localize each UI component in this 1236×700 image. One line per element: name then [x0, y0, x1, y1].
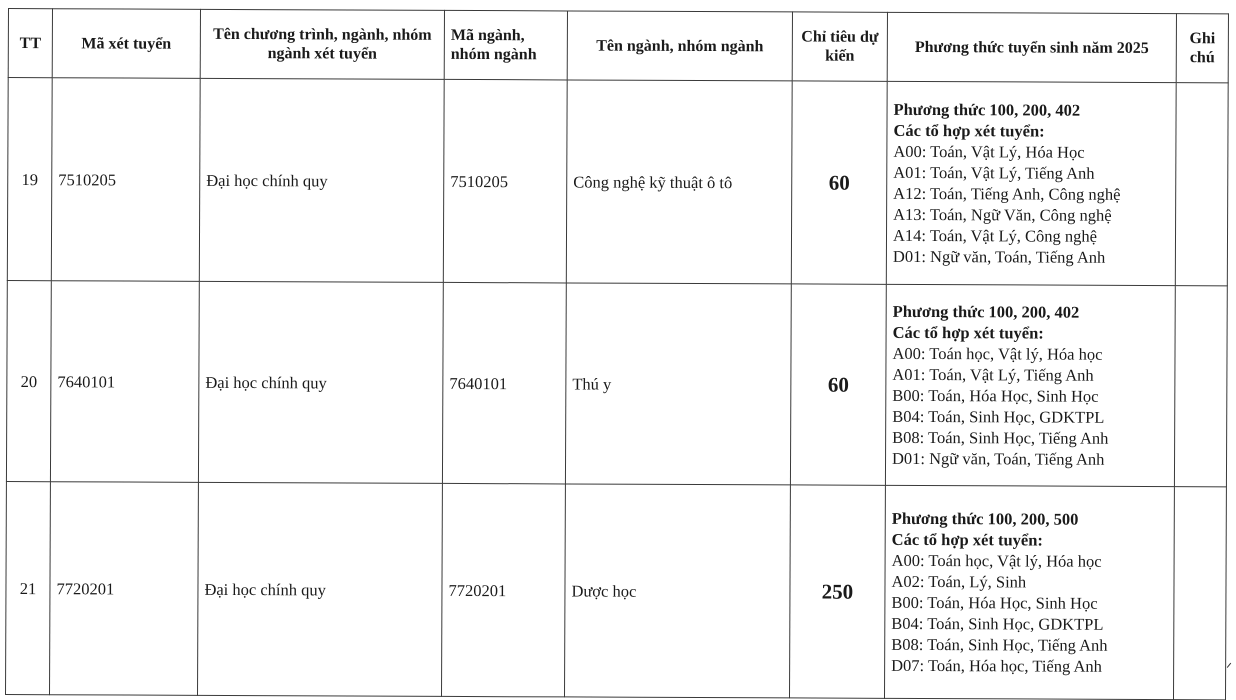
- combo-item: B04: Toán, Sinh Học, GDKTPL: [892, 406, 1105, 427]
- row-tt: 19: [7, 78, 52, 281]
- row-ma-xet-tuyen: 7510205: [51, 78, 200, 282]
- combo-item: A13: Toán, Ngữ Văn, Công nghệ: [893, 204, 1112, 225]
- combo-item: A01: Toán, Vật Lý, Tiếng Anh: [892, 364, 1094, 385]
- row-ten-chuong-trinh: Đại học chính quy: [198, 482, 443, 696]
- combo-item: B08: Toán, Sinh Học, Tiếng Anh: [892, 427, 1109, 448]
- header-chi-tieu: Chỉ tiêu dự kiến: [792, 12, 887, 81]
- header-ghi-chu: Ghi chú: [1176, 14, 1228, 83]
- row-phuong-thuc: [885, 284, 1175, 486]
- combo-item: D01: Ngữ văn, Toán, Tiếng Anh: [892, 246, 1106, 267]
- row-ten-chuong-trinh: Đại học chính quy: [199, 78, 444, 282]
- combo-item: A00: Toán học, Vật lý, Hóa học: [892, 343, 1103, 364]
- row-ghi-chu: [1174, 286, 1227, 487]
- combo-item: D07: Toán, Hóa học, Tiếng Anh: [891, 655, 1102, 676]
- margin-mark: ᐟ: [1226, 661, 1232, 677]
- combo-item: B00: Toán, Hóa Học, Sinh Học: [891, 592, 1098, 613]
- row-ghi-chu: [1175, 83, 1228, 286]
- header-tt: TT: [8, 9, 52, 78]
- admissions-table: [5, 8, 1229, 700]
- table-row: [6, 280, 1227, 486]
- header-ma-xet-tuyen: Mã xét tuyển: [52, 9, 200, 79]
- method-title: Phương thức 100, 200, 500: [891, 508, 1079, 529]
- row-ten-chuong-trinh: Đại học chính quy: [198, 281, 443, 483]
- combo-item: B04: Toán, Sinh Học, GDKTPL: [891, 613, 1104, 634]
- row-ma-nganh: 7510205: [443, 79, 567, 283]
- row-ten-nganh: Dược học: [564, 484, 790, 698]
- row-phuong-thuc: [884, 485, 1174, 699]
- row-chi-tieu: 60: [790, 284, 886, 485]
- document-page: [5, 8, 1229, 700]
- combo-item: B00: Toán, Hóa Học, Sinh Học: [892, 385, 1099, 406]
- method-title: Phương thức 100, 200, 402: [893, 99, 1081, 120]
- combo-item: A02: Toán, Lý, Sinh: [891, 571, 1027, 592]
- row-ma-xet-tuyen: 7640101: [50, 281, 199, 483]
- row-tt: 21: [6, 481, 51, 694]
- table-row: [6, 481, 1227, 699]
- header-row: [8, 9, 1228, 83]
- header-ten-nganh: Tên ngành, nhóm ngành: [567, 11, 792, 81]
- combo-item: A12: Toán, Tiếng Anh, Công nghệ: [893, 183, 1121, 204]
- combo-item: B08: Toán, Sinh Học, Tiếng Anh: [891, 634, 1108, 655]
- row-tt: 20: [6, 280, 51, 481]
- row-ten-nganh: Công nghệ kỹ thuật ô tô: [566, 80, 792, 284]
- row-ma-xet-tuyen: 7720201: [50, 482, 199, 696]
- row-chi-tieu: 60: [791, 81, 887, 284]
- row-phuong-thuc: [886, 81, 1176, 285]
- row-ma-nganh: 7640101: [442, 282, 566, 484]
- combo-item: A01: Toán, Vật Lý, Tiếng Anh: [893, 162, 1095, 183]
- combo-title: Các tổ hợp xét tuyển:: [892, 322, 1044, 343]
- row-ma-nganh: 7720201: [442, 483, 566, 697]
- method-title: Phương thức 100, 200, 402: [892, 301, 1080, 322]
- combo-item: A14: Toán, Vật Lý, Công nghệ: [892, 225, 1098, 246]
- row-chi-tieu: 250: [789, 485, 885, 698]
- table-row: [7, 78, 1228, 286]
- header-ten-chuong-trinh: Tên chương trình, ngành, nhóm ngành xét tuyển: [200, 9, 444, 79]
- combo-title: Các tổ hợp xét tuyển:: [891, 529, 1043, 550]
- header-ma-nganh: Mã ngành, nhóm ngành: [444, 10, 567, 80]
- combo-item: A00: Toán, Vật Lý, Hóa Học: [893, 141, 1085, 162]
- combo-item: A00: Toán học, Vật lý, Hóa học: [891, 550, 1102, 571]
- combo-title: Các tổ hợp xét tuyển:: [893, 120, 1045, 141]
- combo-item: D01: Ngữ văn, Toán, Tiếng Anh: [892, 448, 1105, 469]
- row-ten-nganh: Thú y: [565, 283, 791, 485]
- header-phuong-thuc: Phương thức tuyển sinh năm 2025: [887, 12, 1176, 82]
- row-ghi-chu: [1173, 487, 1226, 700]
